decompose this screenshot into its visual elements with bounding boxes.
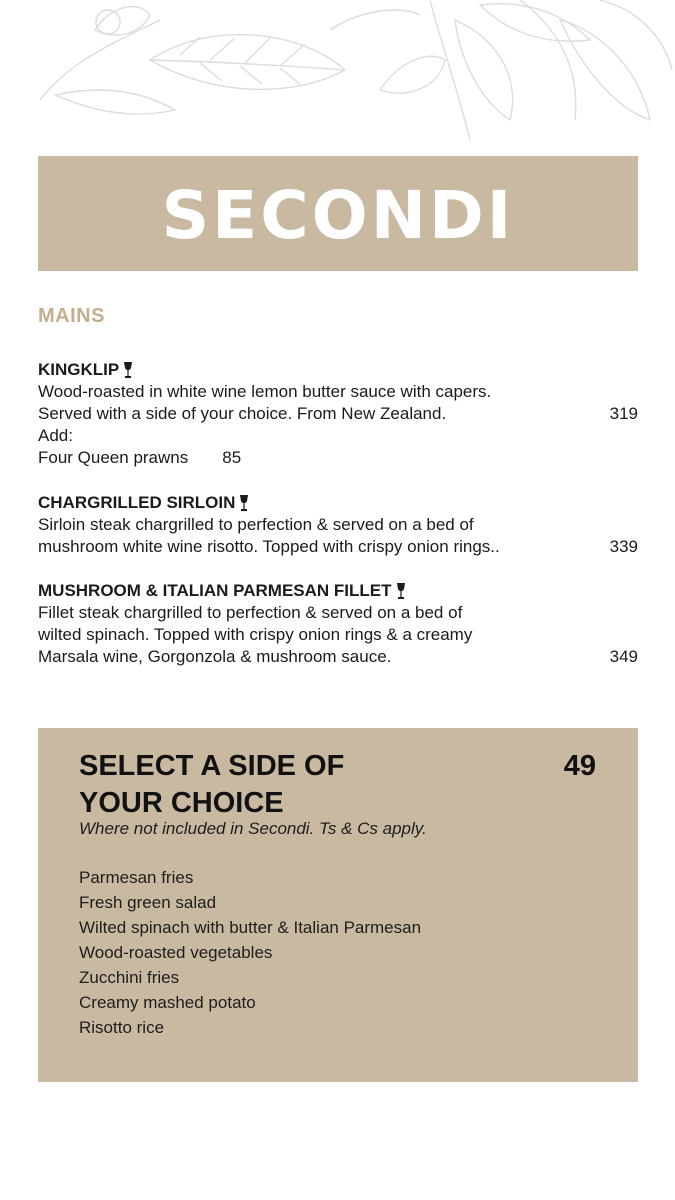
side-item: Parmesan fries [79, 868, 194, 887]
dish-description-priced [38, 646, 638, 668]
dish-name-row [38, 580, 638, 602]
addon-name: Four Queen prawns [38, 448, 189, 467]
sides-note: Where not included in Secondi. Ts & Cs apply. [79, 819, 427, 838]
dish-description: Marsala wine, Gorgonzola & mushroom sauce. [38, 647, 392, 666]
dish-name-row [38, 359, 638, 381]
side-item: Risotto rice [79, 1018, 165, 1037]
menu-item-kingklip [38, 359, 638, 469]
addon-row [38, 447, 638, 469]
sides-price: 49 [563, 750, 596, 782]
wine-glass-icon [123, 362, 133, 378]
add-label: Add: [38, 426, 73, 445]
dish-price: 349 [609, 647, 638, 666]
side-item: Creamy mashed potato [79, 993, 256, 1012]
dish-description: mushroom white wine risotto. Topped with crispy onion rings.. [38, 537, 500, 556]
dish-price: 339 [609, 537, 638, 556]
wine-glass-icon [239, 495, 249, 511]
dish-name: KINGKLIP [38, 360, 120, 379]
dish-description: Sirloin steak chargrilled to perfection & served on a bed of [38, 515, 474, 534]
dish-description: Fillet steak chargrilled to perfection & served on a bed of [38, 603, 463, 622]
dish-description-priced [38, 403, 638, 425]
page-title: SECONDI [161, 177, 515, 254]
dish-name: MUSHROOM & ITALIAN PARMESAN FILLET [38, 581, 392, 600]
side-item: Fresh green salad [79, 893, 217, 912]
sides-list [79, 865, 421, 1040]
menu-item-chargrilled-sirloin [38, 492, 638, 558]
side-item: Wilted spinach with butter & Italian Parmesan [79, 918, 422, 937]
wine-glass-icon [396, 583, 406, 599]
dish-description: wilted spinach. Topped with crispy onion rings & a creamy [38, 625, 473, 644]
title-banner [38, 156, 638, 271]
dish-name: CHARGRILLED SIRLOIN [38, 493, 236, 512]
dish-description: Served with a side of your choice. From New Zealand. [38, 404, 447, 423]
menu-item-mushroom-parmesan-fillet [38, 580, 638, 668]
dish-name-row [38, 492, 638, 514]
dish-description-priced [38, 536, 638, 558]
side-item: Wood-roasted vegetables [79, 943, 273, 962]
dish-description: Wood-roasted in white wine lemon butter sauce with capers. [38, 382, 492, 401]
sides-panel [38, 728, 638, 1082]
addon-price: 85 [222, 448, 242, 467]
sides-title: SELECT A SIDE OF YOUR CHOICE [79, 750, 345, 819]
dish-price: 319 [609, 404, 638, 423]
section-label-mains: MAINS [38, 305, 105, 327]
botanical-illustration [0, 0, 675, 160]
side-item: Zucchini fries [79, 968, 180, 987]
